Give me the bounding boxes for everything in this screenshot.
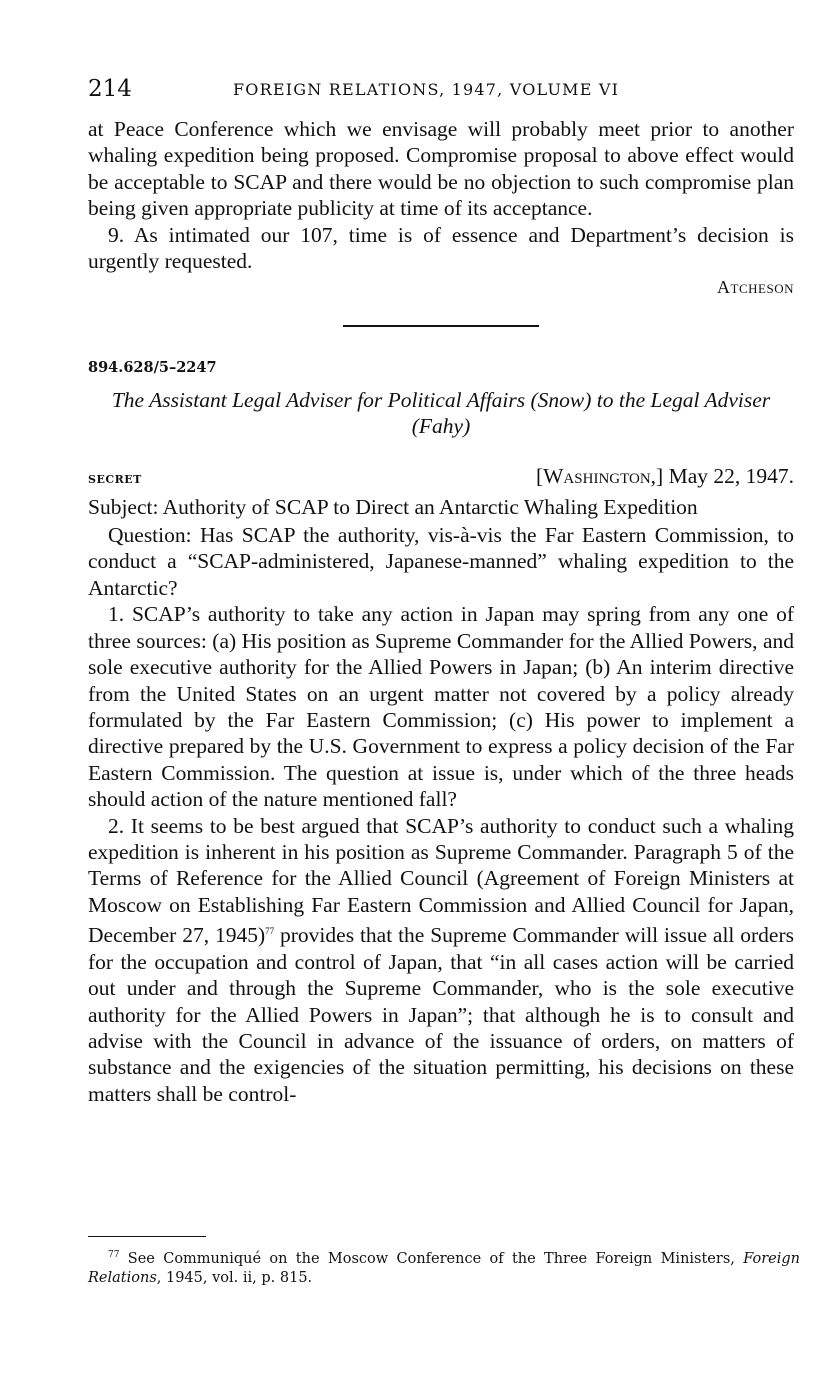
paragraph-2-part-a: 2. It seems to be best argued that SCAP’s authority to conduct such a whaling expedition is inherent in his position as Supreme Commander. Paragraph 5 of the Terms of Reference for the Allied Council (Agreement of Foreign Ministers at Moscow on Establishing Far Eastern Commission and Allied Council for Japan, December 27, 1945) (88, 813, 794, 948)
paragraph-2-part-b: provides that the Supreme Commander will issue all orders for the occupation and control of Japan, that “in all cases action will be carried out under and through the Supreme Commander, who is the sole executive authority for the Allied Powers in Japan”; that although he is to consult and advise with the Council in advance of the issuance of orders, on matters of substance and the exigencies of the situation permitting, his decisions on these matters shall be control- (88, 923, 795, 1106)
continued-paragraph: at Peace Conference which we envisage will probably meet prior to another whaling expedition being proposed. Compromise proposal to above effect would be acceptable to SCAP and there would be no objection to such compromise plan being given appropriate publicity at time of its acceptance. (88, 117, 794, 221)
footnote-mark: 77 (108, 1250, 120, 1260)
document-title: The Assistant Legal Adviser for Political Affairs (Snow) to the Legal Adviser (Fahy) (111, 388, 771, 439)
footnote-reference: 77 (265, 926, 275, 937)
footnote (88, 1246, 800, 1288)
footnote-text-b: , 1945, vol. ii, p. 815. (156, 1269, 313, 1286)
file-number: 894.628/5–2247 (88, 358, 217, 376)
classification: secret (88, 469, 142, 488)
subject-line: Subject: Authority of SCAP to Direct an Antarctic Whaling Expedition (88, 494, 698, 519)
date-place: [Washington,] (535, 464, 664, 489)
dateline (88, 463, 794, 491)
page-number: 214 (88, 76, 132, 102)
date (536, 463, 794, 489)
paragraph-9: 9. As intimated our 107, time is of essence and Department’s decision is urgently requested. (88, 222, 794, 274)
footnote-text-a: See Communiqué on the Moscow Conference of the Three Foreign Ministers, (119, 1250, 744, 1267)
paragraph-1: 1. SCAP’s authority to take any action in Japan may spring from any one of three sources: (a) His position as Supreme Commander for the Allied Powers, and sole executive authority for the Allied Powers in Japan; (b) An interim directive from the United States on an urgent matter not covered by a policy already formulated by the Far Eastern Commission; (c) His power to implement a directive prepared by the U.S. Government to express a policy decision of the Far Eastern Commission. The question at issue is, under which of the three heads should action of the nature mentioned fall? (88, 602, 794, 812)
page-header (88, 76, 800, 106)
signature: Atcheson (717, 277, 794, 298)
question-paragraph: Question: Has SCAP the authority, vis-à-vis the Far Eastern Commission, to conduct a “SCAP-administered, Japanese-manned” whaling expedition to the Antarctic? (88, 523, 794, 600)
footnote-divider (88, 1236, 206, 1237)
footnote-citation-title: Foreign Relations (88, 1250, 800, 1286)
date-value: May 22, 1947. (668, 464, 794, 489)
section-divider (343, 325, 539, 327)
paragraph-2 (88, 813, 794, 1108)
running-head: FOREIGN RELATIONS, 1947, VOLUME VI (233, 80, 620, 99)
page-body (88, 116, 794, 1107)
